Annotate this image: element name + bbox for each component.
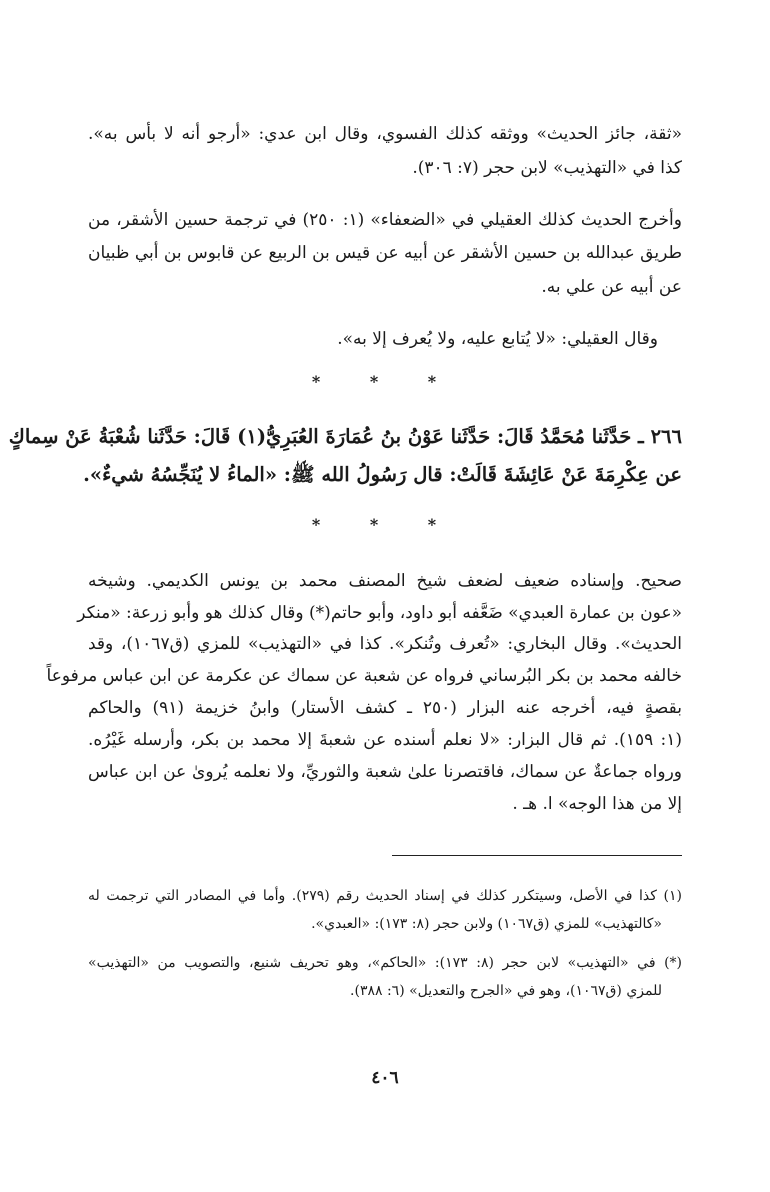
footnote-1-line-1: (١) كذا في الأصل، وسيتكرر كذلك في إسناد الحديث رقم (٢٧٩). وأما في المصادر التي ترجمت له [88,888,682,904]
footnote-2-line-1: (*) في «التهذيب» لابن حجر (٨: ١٧٣): «الحاكم»، وهو تحريف شنيع، والتصويب من «التهذيب» [88,955,683,971]
section-divider-stars-2: * * * [311,515,459,534]
page-number: ٤٠٦ [371,1068,399,1088]
footnote-1-line-2: «كالتهذيب» للمزي (ق١٠٦٧) ولابن حجر (٨: ١٧٣): «العبدي». [311,916,662,932]
commentary-line-5: بقصةٍ فيه، أخرجه عنه البزار (٢٥٠ ـ كشف الأستار) وابنُ خزيمة (٩١) والحاكم [88,698,682,718]
footnote-separator [392,855,682,856]
commentary-line-7: ورواه جماعةٌ عن سماك، فاقتصرنا علىٰ شعبة والثوريِّ، ولا نعلمه يُروىٰ عن ابن عباس [88,762,682,782]
commentary-line-4: خالفه محمد بن بكر البُرساني فرواه عن شعبة عن سماك عن عكرمة عن ابن عباس مرفوعاً [46,666,682,686]
hadith-line-1: ٢٦٦ ـ حَدَّثَنا مُحَمَّدُ قَالَ: حَدَّثَنا عَوْنُ بنُ عُمَارَةَ العُبَرِيُّ(١) قَالَ: حَدَّثَنا شُعْبَةُ عَنْ سِماكٍ [8,425,682,448]
section-divider-stars: * * * [311,372,459,391]
commentary-line-2: «عون بن عمارة العبدي» ضَعَّفه أبو داود، وأبو حاتم(*) وقال كذلك هو وأبو زرعة: «منكر [77,603,682,623]
commentary-line-6: (١: ١٥٩). ثم قال البزار: «لا نعلم أسنده عن شعبةَ إلا محمد بن بكر، وأرسله غَيْرُه. [88,730,682,750]
paragraph2-line-1: وأخرج الحديث كذلك العقيلي في «الضعفاء» (١: ٢٥٠) في ترجمة حسين الأشقر، من [88,210,682,230]
commentary-line-3: الحديث». وقال البخاري: «تُعرف وتُنكر». كذا في «التهذيب» للمزي (ق١٠٦٧)، وقد [88,634,682,654]
paragraph1-line-2: كذا في «التهذيب» لابن حجر (٧: ٣٠٦). [412,158,682,178]
hadith-line-2: عن عِكْرِمَةَ عَنْ عَائِشَةَ قَالَتْ: قال رَسُولُ الله ﷺ: «الماءُ لا يُنَجِّسُهُ شيءٌ». [83,463,682,486]
commentary-line-8: إلا من هذا الوجه» ا. هـ . [512,794,682,814]
footnote-2-line-2: للمزي (ق١٠٦٧)، وهو في «الجرح والتعديل» (٦: ٣٨٨). [350,983,662,999]
paragraph2-line-3: عن أبيه عن علي به. [541,277,682,297]
paragraph3-line: وقال العقيلي: «لا يُتابع عليه، ولا يُعرف إلا به». [337,329,658,349]
paragraph2-line-2: طريق عبدالله بن حسين الأشقر عن أبيه عن قيس بن الربيع عن قابوس بن أبي ظبيان [88,243,682,263]
commentary-line-1: صحيح. وإسناده ضعيف لضعف شيخ المصنف محمد بن يونس الكديمي. وشيخه [88,571,682,591]
paragraph1-line-1: «ثقة، جائز الحديث» ووثقه كذلك الفسوي، وقال ابن عدي: «أرجو أنه لا بأس به». [88,124,682,144]
